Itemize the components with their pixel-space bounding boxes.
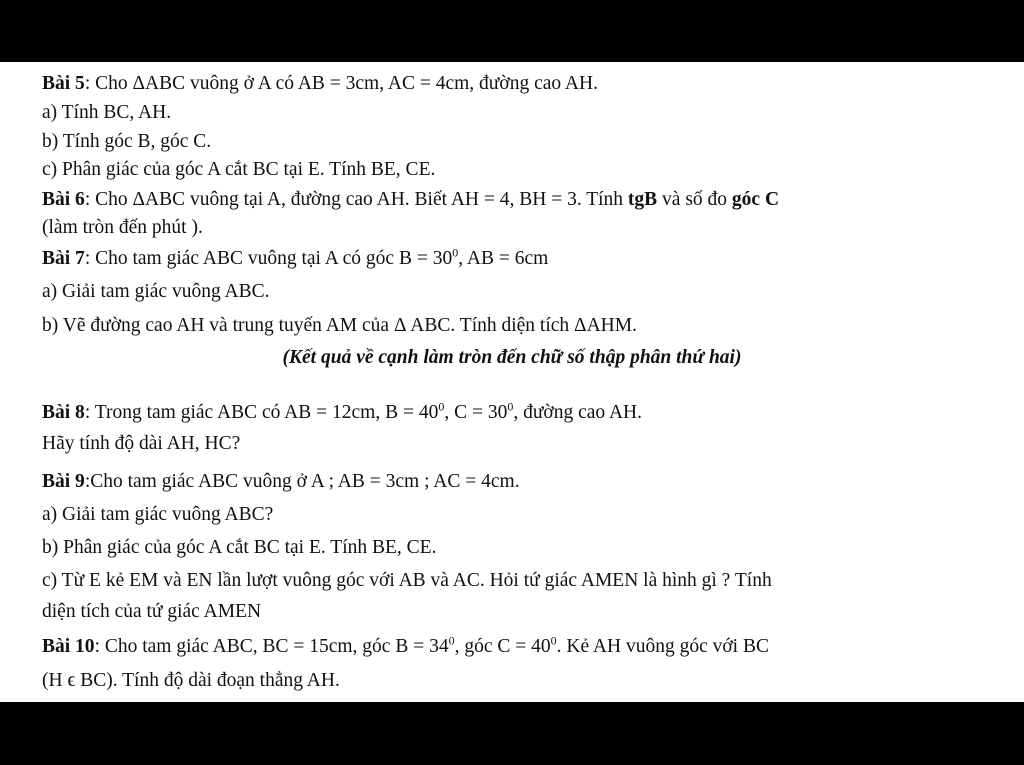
bai9-text: :Cho tam giác ABC vuông ở A ; AB = 3cm ; AC = 4cm. xyxy=(84,471,520,492)
bai9-part-b: b) Phân giác của góc A cắt BC tại E. Tính BE, CE. xyxy=(42,537,437,558)
bai6-line2: (làm tròn đến phút ). xyxy=(42,217,203,238)
bai8-text2: , C = 30 xyxy=(444,402,508,423)
bai5-heading xyxy=(42,72,598,96)
bai10-heading xyxy=(42,635,769,659)
bai6-tgb: tgB xyxy=(627,189,658,210)
bai7-label: Bài 7 xyxy=(42,248,85,269)
bai8-text1: : Trong tam giác ABC có AB = 12cm, B = 40 xyxy=(84,402,439,423)
bai9-part-c-line2: diện tích của tứ giác AMEN xyxy=(42,601,262,622)
worksheet-page xyxy=(0,62,1024,702)
bai7-text2: , AB = 6cm xyxy=(458,248,549,269)
bai9-part-c: c) Từ E kẻ EM và EN lần lượt vuông góc với AB và AC. Hỏi tứ giác AMEN là hình gì ? Tính xyxy=(42,570,772,591)
bai9-heading xyxy=(42,470,520,494)
bai5-label: Bài 5 xyxy=(42,73,85,94)
bai7-part-b: b) Vẽ đường cao AH và trung tuyến AM của Δ ABC. Tính diện tích ΔAHM. xyxy=(42,315,637,336)
bai7-text1: : Cho tam giác ABC vuông tại A có góc B = 30 xyxy=(84,248,453,269)
bai10-text2: , góc C = 40 xyxy=(454,636,551,657)
bai8-text3: , đường cao AH. xyxy=(513,402,642,423)
bai10-exp2: 0 xyxy=(550,633,557,648)
bai7-exp: 0 xyxy=(452,245,459,260)
bai8-line2: Hãy tính độ dài AH, HC? xyxy=(42,433,241,454)
bai5-part-c: c) Phân giác của góc A cắt BC tại E. Tính BE, CE. xyxy=(42,159,436,180)
bai6-text1: : Cho ΔABC vuông tại A, đường cao AH. Biết AH = 4, BH = 3. Tính xyxy=(84,189,628,210)
bai8-heading xyxy=(42,401,642,425)
bai6-goc-c: góc C xyxy=(731,189,780,210)
bai5-part-b: b) Tính góc B, góc C. xyxy=(42,131,212,152)
bai9-label: Bài 9 xyxy=(42,471,85,492)
bai5-text: : Cho ΔABC vuông ở A có AB = 3cm, AC = 4cm, đường cao AH. xyxy=(84,73,598,94)
bai10-exp1: 0 xyxy=(448,633,455,648)
bai10-text3: . Kẻ AH vuông góc với BC xyxy=(556,636,769,657)
bai5-part-a: a) Tính BC, AH. xyxy=(42,102,172,123)
bai7-part-a: a) Giải tam giác vuông ABC. xyxy=(42,281,270,302)
bai6-label: Bài 6 xyxy=(42,189,85,210)
bai6-text2: và số đo xyxy=(657,189,732,210)
rounding-note: (Kết quả về cạnh làm tròn đến chữ số thập phân thứ hai) xyxy=(282,347,742,368)
bai8-exp2: 0 xyxy=(507,399,514,414)
bai10-label: Bài 10 xyxy=(42,636,95,657)
bai10-text1: : Cho tam giác ABC, BC = 15cm, góc B = 34 xyxy=(94,636,449,657)
bai8-label: Bài 8 xyxy=(42,402,85,423)
bai10-line2: (H ϵ BC). Tính độ dài đoạn thẳng AH. xyxy=(42,670,340,691)
bai8-exp1: 0 xyxy=(438,399,445,414)
bai7-heading xyxy=(42,247,548,271)
bai6-heading xyxy=(42,188,779,212)
bai9-part-a: a) Giải tam giác vuông ABC? xyxy=(42,504,274,525)
